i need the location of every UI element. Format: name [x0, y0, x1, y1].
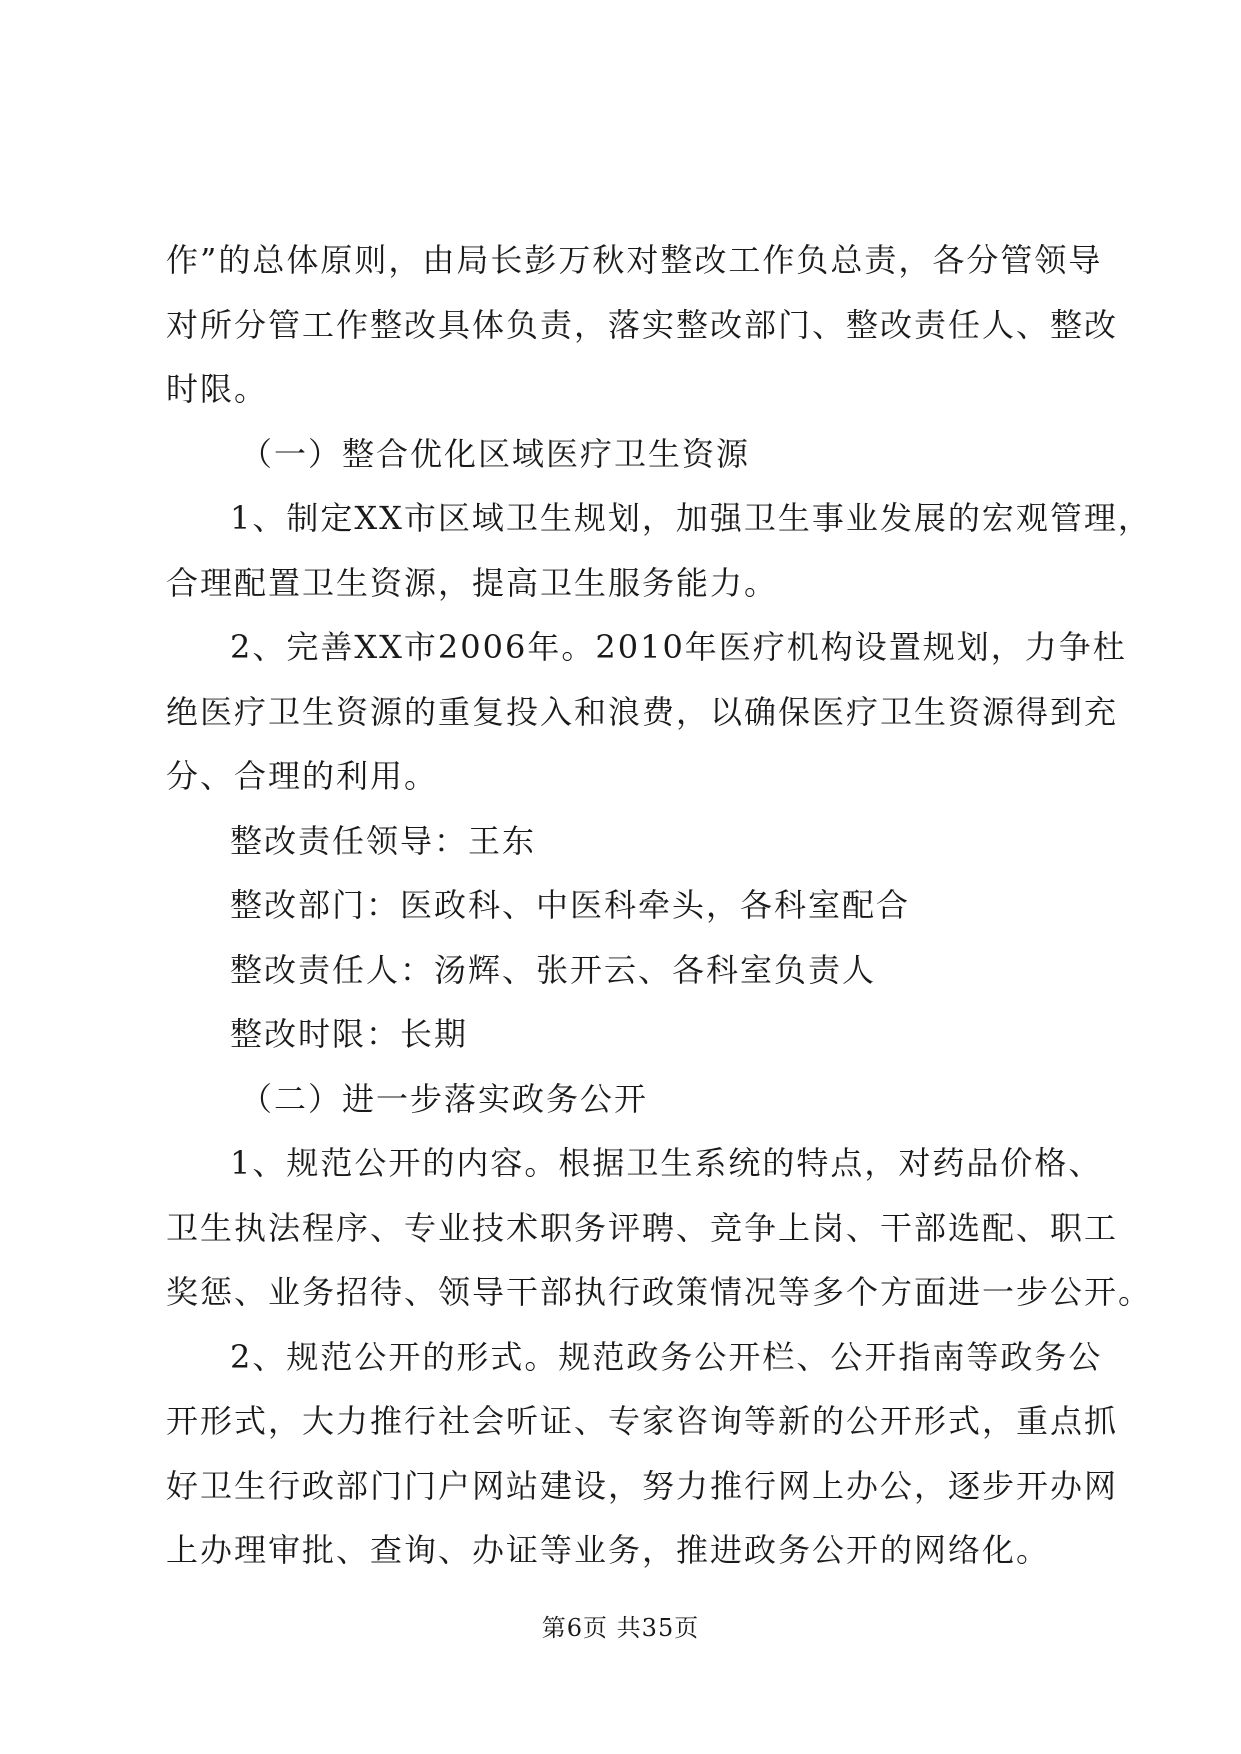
- text-line: 对所分管工作整改具体负责，落实整改部门、整改责任人、整改: [166, 305, 1119, 344]
- text-line: 绝医疗卫生资源的重复投入和浪费，以确保医疗卫生资源得到充: [166, 692, 1119, 731]
- text-line: 2、完善XX市2006年。2010年医疗机构设置规划，力争杜: [230, 628, 1127, 666]
- document-body: [166, 228, 1153, 1583]
- text-line: 卫生执法程序、专业技术职务评聘、竞争上岗、干部选配、职工: [166, 1208, 1119, 1247]
- text-line: 作”的总体原则，由局长彭万秋对整改工作负总责，各分管领导: [166, 241, 1103, 279]
- text-line: 上办理审批、查询、办证等业务，推进政务公开的网络化。: [166, 1531, 1051, 1569]
- responsible-leader: 整改责任领导：王东: [230, 821, 537, 860]
- text-line: 1、制定XX市区域卫生规划，加强卫生事业发展的宏观管理，: [230, 499, 1152, 537]
- responsible-person: 整改责任人：汤辉、张开云、各科室负责人: [230, 950, 877, 989]
- text-line: 合理配置卫生资源，提高卫生服务能力。: [166, 563, 779, 602]
- responsible-department: 整改部门：医政科、中医科牵头，各科室配合: [230, 886, 911, 924]
- text-line: 时限。: [166, 370, 269, 408]
- text-line: 2、规范公开的形式。规范政务公开栏、公开指南等政务公: [230, 1337, 1103, 1376]
- deadline: 整改时限：长期: [230, 1015, 469, 1053]
- page-number-footer: 第6页 共35页: [541, 1614, 700, 1642]
- text-line: 开形式，大力推行社会听证、专家咨询等新的公开形式，重点抓: [166, 1402, 1119, 1440]
- text-line: 好卫生行政部门门户网站建设，努力推行网上办公，逐步开办网: [166, 1466, 1119, 1505]
- text-line: 分、合理的利用。: [166, 757, 439, 795]
- section-heading: （一）整合优化区域医疗卫生资源: [240, 434, 751, 473]
- section-heading: （二）进一步落实政务公开: [240, 1079, 649, 1118]
- text-line: 1、规范公开的内容。根据卫生系统的特点，对药品价格、: [230, 1144, 1103, 1182]
- text-line: 奖惩、业务招待、领导干部执行政策情况等多个方面进一步公开。: [166, 1273, 1153, 1311]
